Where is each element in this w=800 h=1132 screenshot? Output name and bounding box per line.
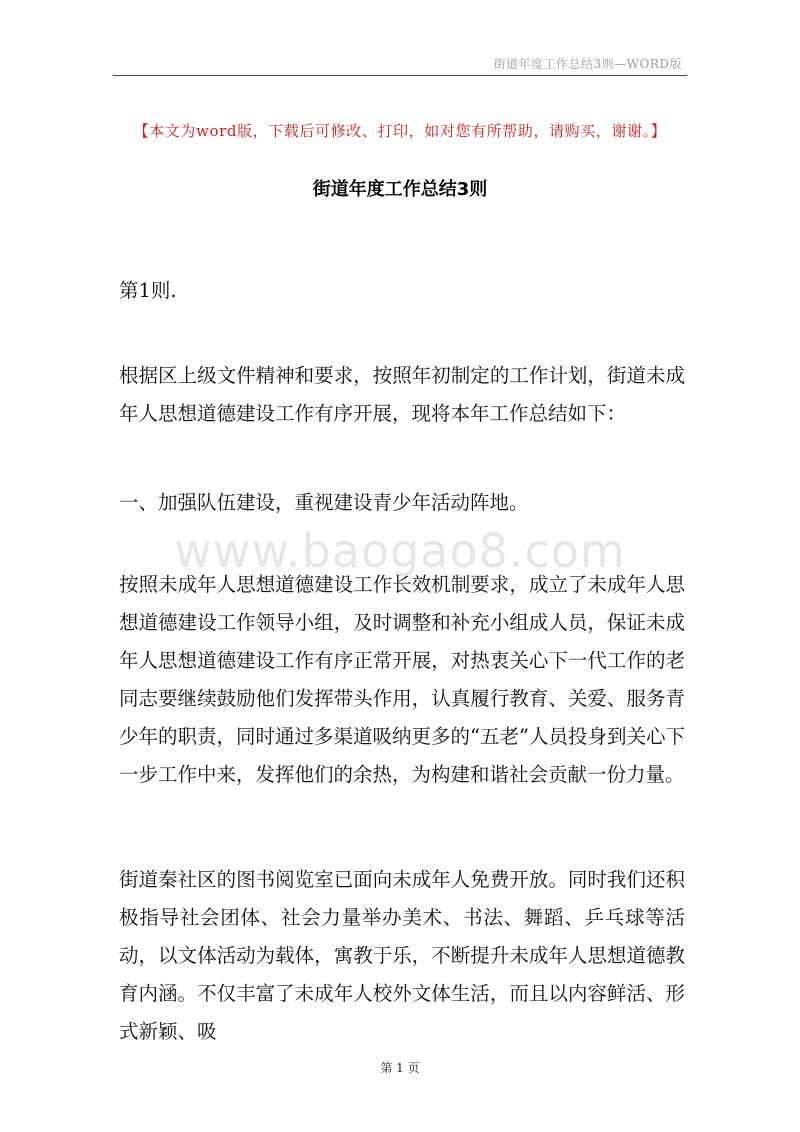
header-divider [113, 75, 687, 76]
document-title: 街道年度工作总结3则 [312, 179, 488, 200]
running-header: 街道年度工作总结3则—WORD版 [493, 57, 682, 71]
watermark-text: www.baogao8.com [174, 524, 626, 578]
subsection-heading: 一、加强队伍建设，重视建设青少年活动阵地。 [119, 491, 529, 514]
paragraph-library: 街道秦社区的图书阅览室已面向未成年人免费开放。同时我们还积极指导社会团体、社会力量举办美术、书法、舞蹈、乒乓球等活动，以文体活动为载体，寓教于乐，不断提升未成年人思想道德教育内涵。不仅丰富了未成年人校外文体生活，而且以内容鲜活、形式新颖、吸 [119, 868, 685, 1043]
section-heading: 第1则. [119, 279, 177, 302]
purchase-notice: 【本文为word版，下载后可修改、打印，如对您有所帮助，请购买，谢谢。】 [133, 122, 667, 140]
paragraph-team: 按照未成年人思想道德建设工作长效机制要求，成立了未成年人思想道德建设工作领导小组，及时调整和补充小组成人员，保证未成年人思想道德建设工作有序正常开展，对热衷关心下一代工作的老同志要继续鼓励他们发挥带头作用，认真履行教育、关爱、服务青少年的职责，同时通过多渠道吸纳更多的“五老”人员投身到关心下一步工作中来，发挥他们的余热，为构建和谐社会贡献一份力量。 [119, 573, 685, 786]
page-number: 第 1 页 [380, 1061, 420, 1075]
paragraph-intro: 根据区上级文件精神和要求，按照年初制定的工作计划，街道未成年人思想道德建设工作有序开展，现将本年工作总结如下： [119, 364, 685, 425]
